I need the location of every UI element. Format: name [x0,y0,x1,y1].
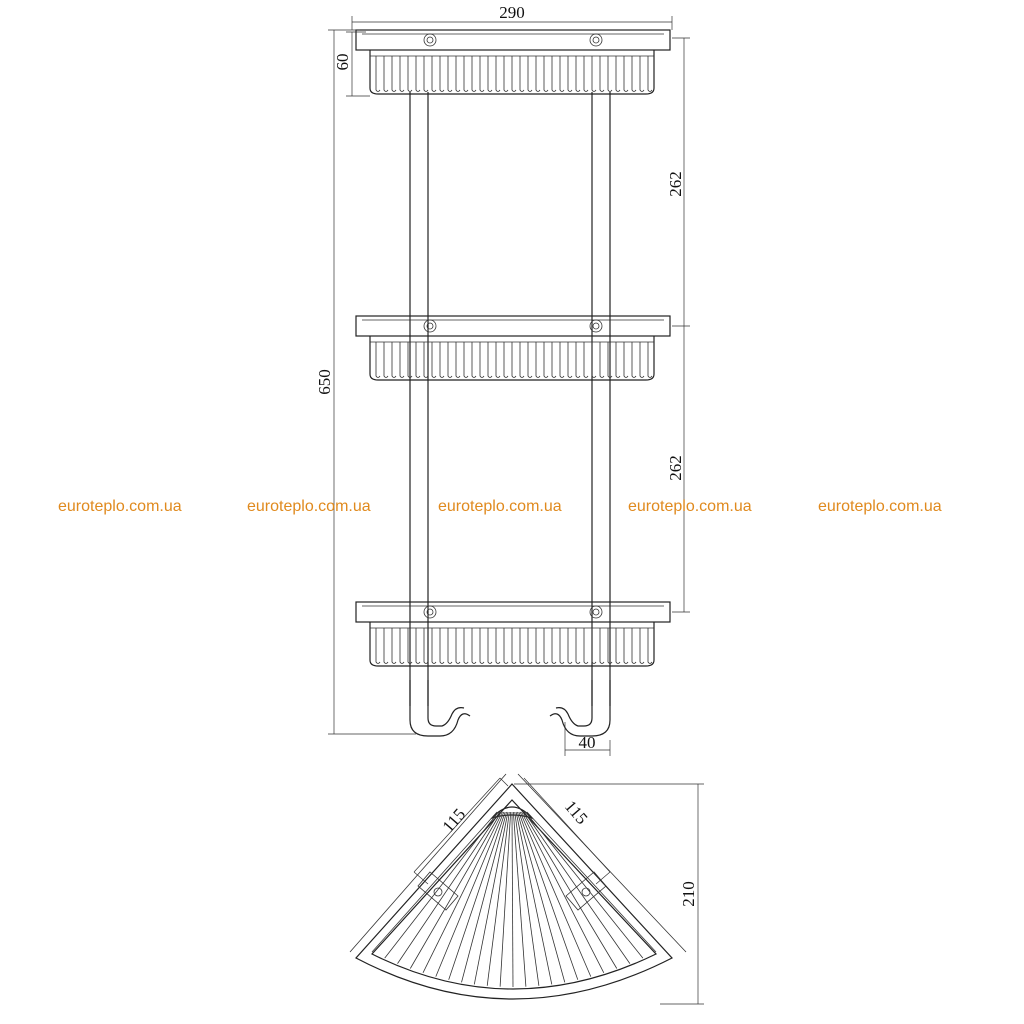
shelf-plate [356,316,670,336]
basket-rod [527,812,656,952]
basket-rod [410,812,501,969]
watermark-text: euroteplo.com.ua [58,498,182,515]
shelf-1 [356,30,670,94]
dimension-label-top-depth: 210 [679,881,698,907]
basket-rod [526,812,643,958]
basket-rod [513,812,526,987]
basket-rod [372,812,497,952]
shelf-plate [356,602,670,622]
basket-rod [449,812,505,980]
dimension-shelf-spacing-lower [666,326,690,612]
vertical-posts [410,92,610,706]
basket-rod [512,812,513,987]
hook-left [410,680,470,736]
dimension-hook-spacing [565,722,610,756]
watermark-text: euroteplo.com.ua [247,498,371,515]
basket-rods [372,812,656,987]
basket-rod [474,812,508,984]
dimension-shelf-spacing-upper [666,38,690,326]
basket-rod [523,812,617,969]
hook-right [550,680,610,736]
basket-rod [423,812,502,973]
dimension-label-basket-height: 60 [333,53,352,71]
shelf-2 [356,316,670,380]
dimension-label-top-side-left: 115 [438,804,470,837]
wire-basket [370,336,654,380]
basket-rod [517,812,564,982]
dimension-overall-height [315,30,416,734]
dimension-label-shelf-spacing-lower: 262 [666,455,685,481]
dimension-width [352,3,672,30]
dimension-label-shelf-spacing-upper: 262 [666,171,685,197]
wire-basket [370,50,654,94]
watermark-text: euroteplo.com.ua [438,498,562,515]
screw-icon [590,34,602,46]
basket-rod [487,812,509,986]
screw-icon [424,320,436,332]
front-elevation-view [315,3,690,756]
shelves [356,30,670,666]
watermark-text: euroteplo.com.ua [628,498,752,515]
dimension-basket-height [333,32,370,96]
shelf-plate [356,30,670,50]
top-plan-view [350,774,704,1004]
dimension-label-hook-spacing: 40 [578,733,596,752]
dimension-label-width: 290 [499,3,525,22]
basket-rod [519,812,578,980]
basket-rod [520,812,591,977]
screw-icon [424,606,436,618]
wire-basket [370,622,654,666]
screw-icon [424,34,436,46]
dimension-top-side-left [414,778,508,884]
shelf-3 [356,602,670,666]
watermark-text: euroteplo.com.ua [818,498,942,515]
basket-rod [524,812,630,964]
dimension-label-top-side-right: 115 [560,796,592,829]
basket-rod [500,812,511,987]
dimension-label-overall-height: 650 [315,369,334,395]
